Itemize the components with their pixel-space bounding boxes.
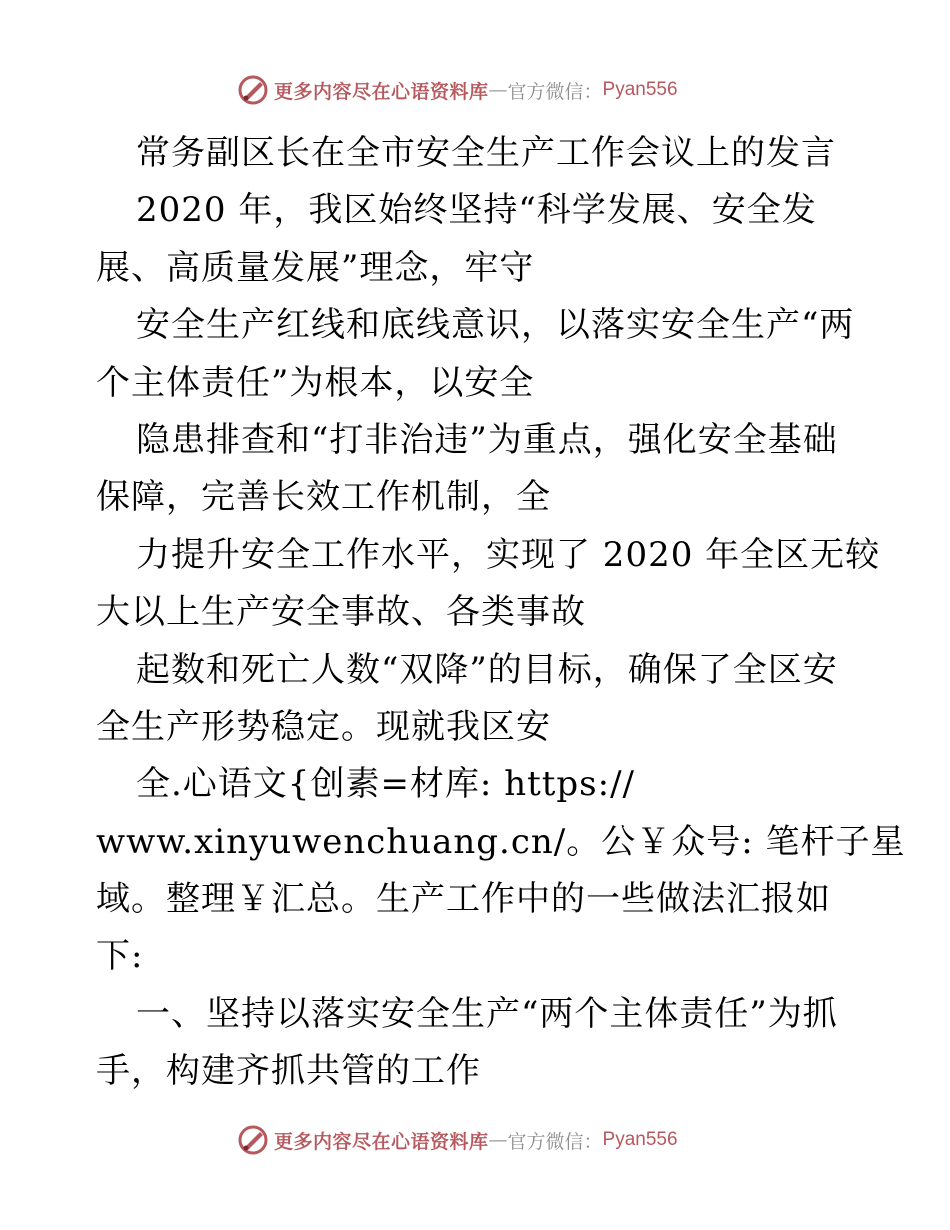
header-watermark (236, 72, 678, 108)
text-line: 手，构建齐抓共管的工作 (96, 1051, 481, 1092)
section-heading: 一、坚持以落实安全生产“两个主体责任”为抓 (136, 993, 838, 1034)
document-title: 常务副区长在全市安全生产工作会议上的发言 (136, 133, 836, 173)
text-line: 个主体责任”为根本，以安全 (96, 362, 535, 403)
watermark-brand-text: 更多内容尽在心语资料库 (274, 80, 489, 103)
text-line: 隐患排查和“打非治违”为重点，强化安全基础 (136, 419, 838, 460)
watermark-wechat-label: 官方微信： (507, 1130, 603, 1153)
text-line: www.xinyuwenchuang.cn/。公￥众号: 笔杆子星 (96, 821, 906, 862)
text-line: 全生产形势稳定。现就我区安 (96, 706, 551, 747)
text-line: 力提升安全工作水平，实现了 2020 年全区无较 (136, 534, 881, 575)
watermark-separator: — (488, 79, 508, 101)
text-line: 全.心语文{创素=材库: https:// (136, 764, 635, 805)
text-line: 大以上生产安全事故、各类事故 (96, 592, 586, 633)
watermark-wechat-id: Pyan556 (602, 1129, 678, 1150)
text-line: 起数和死亡人数“双降”的目标，确保了全区安 (136, 649, 838, 690)
text-line: 保障，完善长效工作机制，全 (96, 477, 551, 518)
text-line: 2020 年，我区始终坚持“科学发展、安全发 (136, 190, 817, 231)
text-line: 展、高质量发展”理念，牢守 (96, 247, 535, 288)
watermark-brand-text: 更多内容尽在心语资料库 (274, 1130, 489, 1153)
text-line: 域。整理￥汇总。生产工作中的一些做法汇报如 (96, 879, 831, 920)
watermark-wechat-id: Pyan556 (602, 79, 678, 100)
text-line: 安全生产红线和底线意识，以落实安全生产“两 (136, 305, 855, 346)
text-line: 下: (96, 936, 144, 977)
document-body (96, 125, 906, 1101)
watermark-wechat-label: 官方微信： (507, 80, 603, 103)
footer-watermark (236, 1122, 678, 1158)
brand-logo-icon (236, 1123, 270, 1157)
brand-logo-icon (236, 73, 270, 107)
watermark-separator: — (488, 1129, 508, 1151)
